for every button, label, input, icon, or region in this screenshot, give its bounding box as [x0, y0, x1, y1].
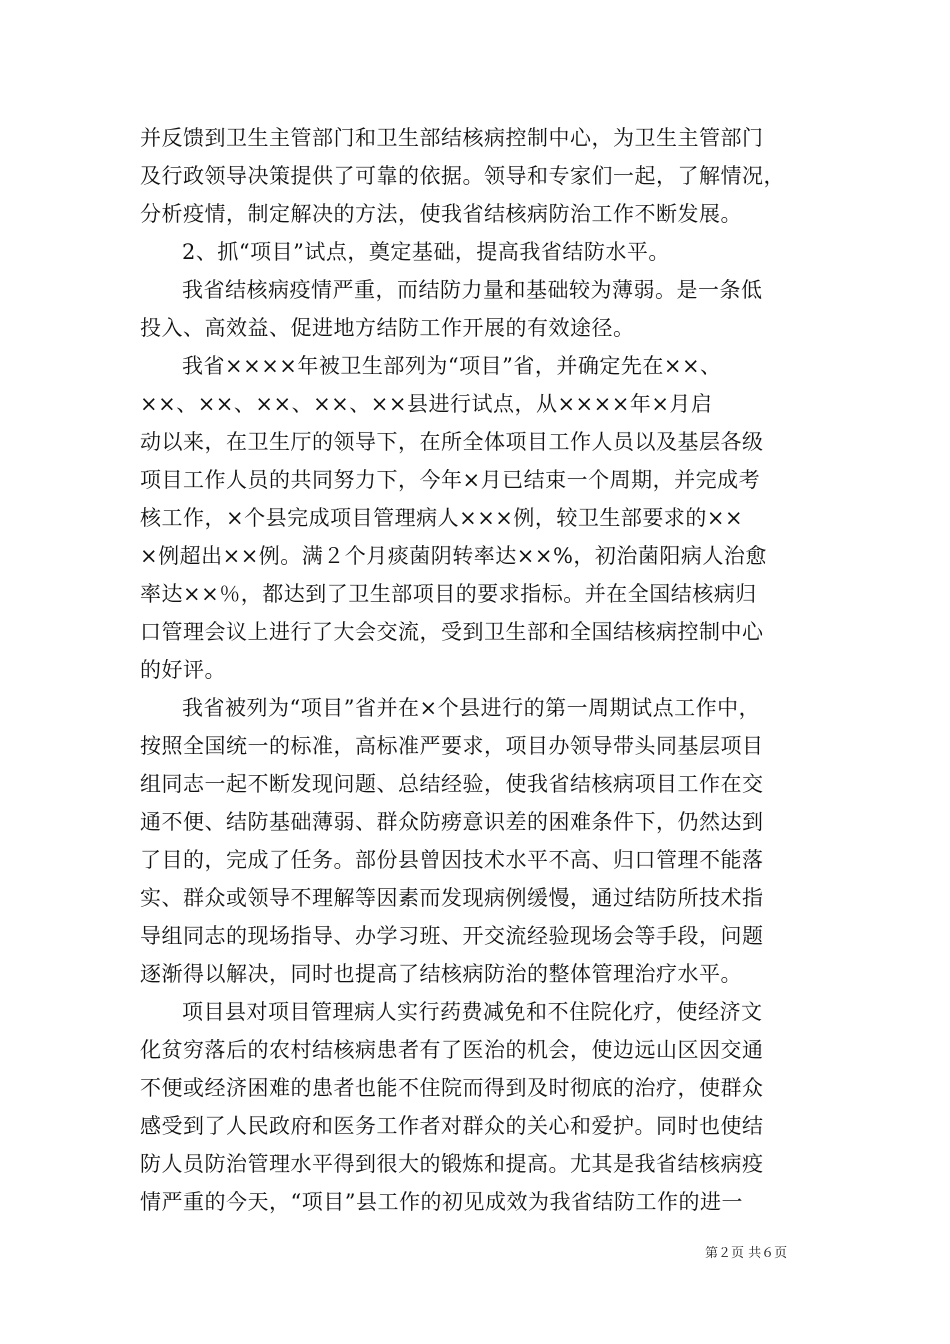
body-text-line: 投入、高效益、促进地方结防工作开展的有效途径。	[140, 316, 635, 340]
body-text-line: 的好评。	[140, 658, 226, 682]
body-text-line: 情严重的今天，“项目”县工作的初见成效为我省结防工作的进一	[140, 1190, 743, 1214]
body-text-line: 按照全国统一的标准，高标准严要求，项目办领导带头同基层项目	[140, 734, 764, 758]
body-text-line: 及行政领导决策提供了可靠的依据。领导和专家们一起，了解情况，	[140, 164, 785, 188]
body-text-line: 感受到了人民政府和医务工作者对群众的关心和爱护。同时也使结	[140, 1114, 764, 1138]
body-text-line: 逐渐得以解决，同时也提高了结核病防治的整体管理治疗水平。	[140, 962, 742, 986]
body-text-line: 防人员防治管理水平得到很大的锻炼和提高。尤其是我省结核病疫	[140, 1152, 764, 1176]
body-text-line: 口管理会议上进行了大会交流，受到卫生部和全国结核病控制中心	[140, 620, 764, 644]
body-text-line: 通不便、结防基础薄弱、群众防痨意识差的困难条件下，仍然达到	[140, 810, 764, 834]
body-text-line: 了目的，完成了任务。部份县曾因技术水平不高、归口管理不能落	[140, 848, 764, 872]
body-text-line: 项目工作人员的共同努力下，今年×月已结束一个周期，并完成考	[140, 468, 761, 492]
body-text-line: 核工作，×个县完成项目管理病人×××例，较卫生部要求的××	[140, 506, 744, 530]
body-text-line: 不便或经济困难的患者也能不住院而得到及时彻底的治疗，使群众	[140, 1076, 764, 1100]
body-text-line: 组同志一起不断发现问题、总结经验，使我省结核病项目工作在交	[140, 772, 764, 796]
body-text-line: 项目县对项目管理病人实行药费减免和不住院化疗，使经济文	[182, 1000, 763, 1024]
body-text-line: 分析疫情，制定解决的方法，使我省结核病防治工作不断发展。	[140, 202, 742, 226]
body-text-line: 我省被列为“项目”省并在×个县进行的第一周期试点工作中，	[182, 696, 761, 720]
body-text-line: 导组同志的现场指导、办学习班、开交流经验现场会等手段，问题	[140, 924, 764, 948]
body-text-line: 我省××××年被卫生部列为“项目”省，并确定先在××、	[182, 354, 722, 378]
body-text-line: 化贫穷落后的农村结核病患者有了医治的机会，使边远山区因交通	[140, 1038, 764, 1062]
body-text-line: ×例超出××例。满２个月痰菌阴转率达××%，初治菌阳病人治愈	[140, 544, 767, 568]
body-text-line: 实、群众或领导不理解等因素而发现病例缓慢，通过结防所技术指	[140, 886, 764, 910]
body-text-line: ××、××、××、××、××县进行试点，从××××年×月启	[140, 392, 713, 416]
body-text-line: 我省结核病疫情严重，而结防力量和基础较为薄弱。是一条低	[182, 278, 763, 302]
body-text-line: 动以来，在卫生厅的领导下，在所全体项目工作人员以及基层各级	[140, 430, 764, 454]
body-text-line: 并反馈到卫生主管部门和卫生部结核病控制中心，为卫生主管部门	[140, 126, 764, 150]
section-heading: 2、抓“项目”试点，奠定基础，提高我省结防水平。	[182, 240, 670, 264]
page-number-footer: 第２页 共６页	[705, 1246, 788, 1261]
body-text-line: 率达××％，都达到了卫生部项目的要求指标。并在全国结核病归	[140, 582, 757, 606]
